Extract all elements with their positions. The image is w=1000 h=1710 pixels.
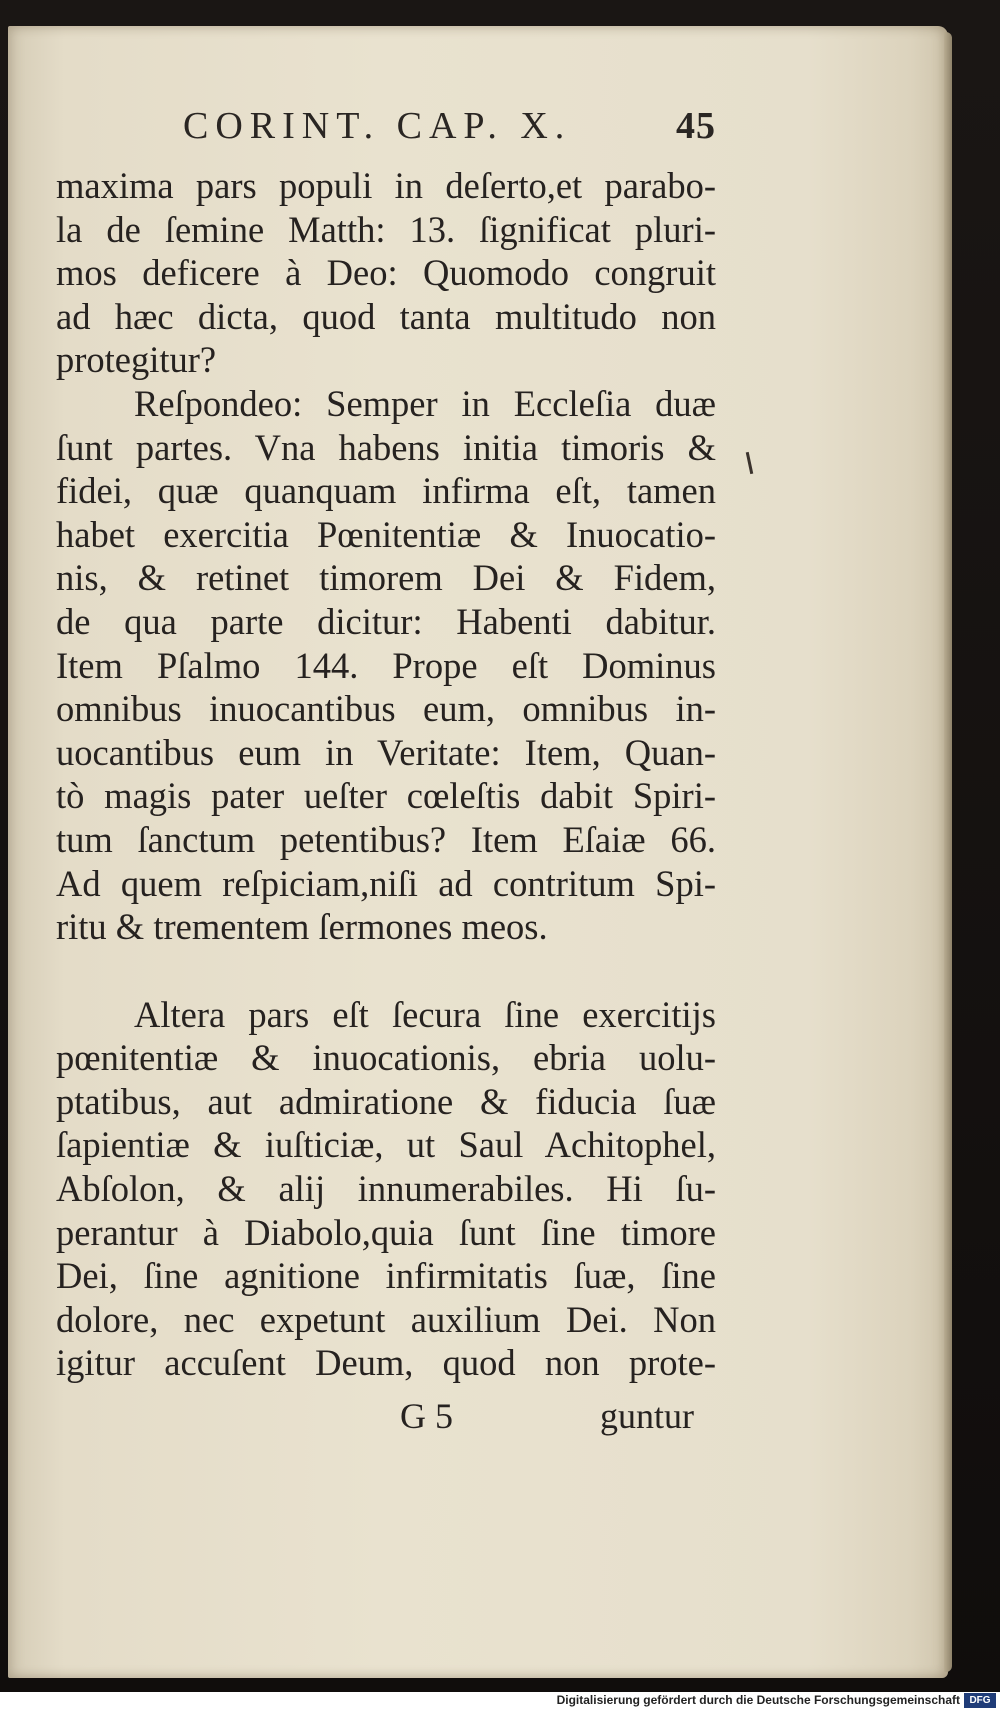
text-line: fidei, quæ quanquam infirma eſt, tamen [56,470,716,512]
text-line: ptatibus, aut admiratione & fiducia ſuæ [56,1080,716,1122]
paragraph-2 [56,382,716,949]
text-line: tum ſanctum petentibus? Item Eſaiæ 66. [56,818,716,860]
text-line: omnibus inuocantibus eum, omnibus in- [56,688,716,730]
text-line: ritu & trementem ſermones meos. [56,906,548,948]
text-line: Abſolon, & alij innumerabiles. Hi ſu- [56,1168,716,1210]
page-number: 45 [676,105,716,147]
text-line: ſapientiæ & iuſticiæ, ut Saul Achitophel, [56,1124,716,1166]
text-line: Ad quem reſpiciam,niſi ad contritum Spi- [56,862,716,904]
text-line: igitur accuſent Deum, quod non prote- [56,1342,716,1384]
text-line: perantur à Diabolo,quia ſunt ſine timore [56,1211,716,1253]
text-line: dolore, nec expetunt auxilium Dei. Non [56,1298,716,1340]
dfg-logo-icon: DFG [964,1693,996,1708]
text-line: de qua parte dicitur: Habenti dabitur. [56,600,716,642]
text-line: habet exercitia Pœnitentiæ & Inuocatio- [56,513,716,555]
paragraph-1 [56,164,716,382]
catchword: guntur [600,1396,694,1436]
text-line: tò magis pater ueſter cœleſtis dabit Spiri- [56,775,716,817]
text-line: mos deficere à Deo: Quomodo congruit [56,252,716,294]
text-line: ſunt partes. Vna habens initia timoris & [56,426,716,468]
text-line: Dei, ſine agnitione infirmitatis ſuæ, ſine [56,1255,716,1297]
text-line: Reſpondeo: Semper in Eccleſia duæ [134,382,716,424]
text-line: la de ſemine Matth: 13. ſignificat pluri- [56,208,716,250]
text-line: Item Pſalmo 144. Prope eſt Dominus [56,644,716,686]
page-edge [944,32,952,1672]
text-line: pœnitentiæ & inuocationis, ebria uolu- [56,1037,716,1079]
text-line: protegitur? [56,339,217,381]
paragraph-spacer [56,949,716,993]
body-text [56,164,716,1385]
text-line: ad hæc dicta, quod tanta multitudo non [56,295,716,337]
text-line: nis, & retinet timorem Dei & Fidem, [56,557,716,599]
page-header [0,104,1000,150]
text-line: maxima pars populi in deſerto,et parabo- [56,165,716,206]
running-head: CORINT. CAP. X. [183,105,572,147]
footer-credit: Digitalisierung gefördert durch die Deutsche Forschungsgemeinschaft [556,1693,960,1707]
paragraph-3 [56,993,716,1385]
signature-mark: G 5 [400,1396,453,1436]
text-line: uocantibus eum in Veritate: Item, Quan- [56,731,716,773]
digitization-footer [0,1692,1000,1710]
text-line: Altera pars eſt ſecura ſine exercitijs [134,993,716,1035]
